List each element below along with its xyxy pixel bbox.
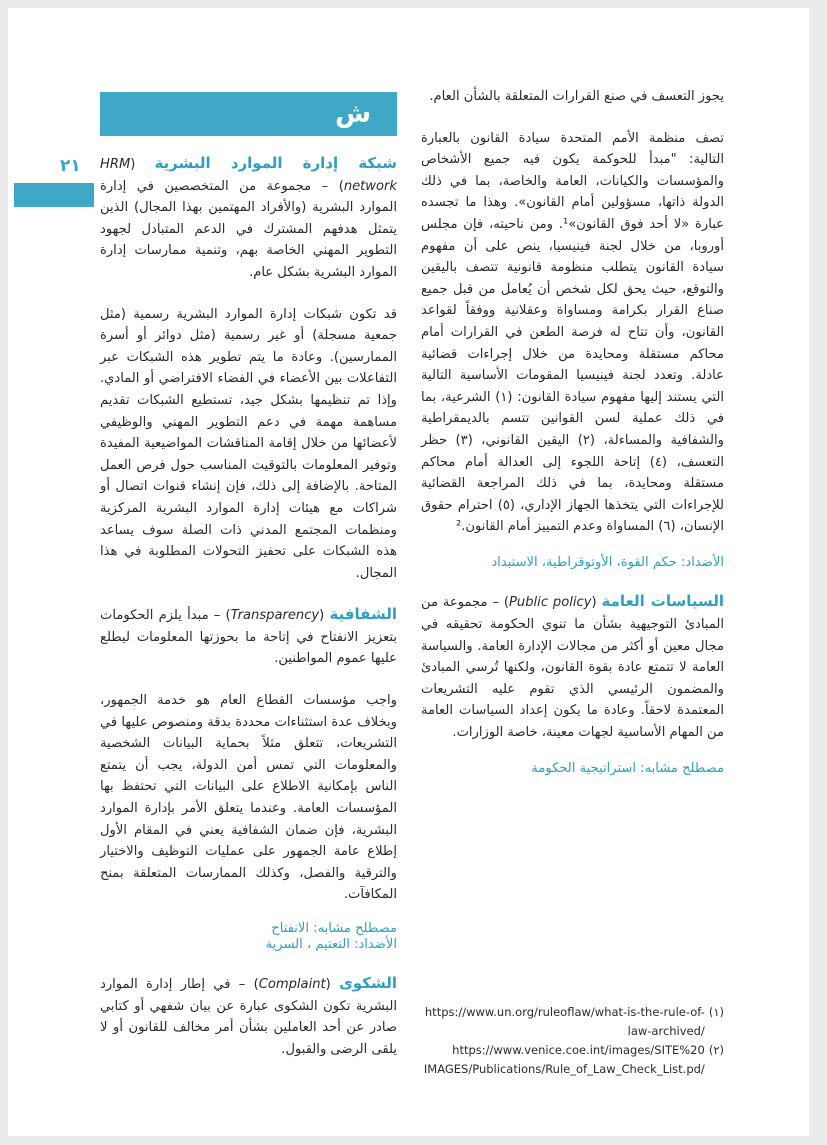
term-english: Transparency: [230, 608, 320, 624]
entry-public-policy: السياسات العامة (Public policy) – مجموعة من المبادئ التوجيهية بشأن ما تنوي الحكومة تحقيقه في مجال معين أو أكثر من مجالات الإدارة العامة. والسياسة العامة لا تتمتع عادة بقوة القانون، ولكنها تُرسي المبادئ والمضمون الرئيسي الذي تقوم عليه التشريعات المعتمدة لاحقاً. وعادة ما يكون إعداد السياسات العامة من المهام الأساسية لجهات معينة، خاصة الوزارات.: [421, 592, 724, 741]
entry-transparency: الشفافية (Transparency) – مبدأ يلزم الحكومات بتعزيز الانفتاح في إتاحة ما بحوزتها المعلومات ليطلع عليها عموم المواطنين.: [100, 605, 397, 667]
section-letter-header: [100, 92, 397, 136]
document-page: [8, 8, 809, 1136]
term-definition: – مجموعة من المبادئ التوجيهية بشأن ما تنوي الحكومة تحقيقه في مجال معين أو أكثر من مجالات الإدارة العامة. والسياسة العامة لا تتمتع عادة بقوة القانون، ولكنها تُرسي المبادئ والمضمون الرئيسي الذي تقوم عليه التشريعات المعتمدة لاحقاً. وعادة ما يكون إعداد السياسات العامة من المهام الأساسية لجهات معينة، خاصة الوزارات.: [421, 595, 724, 741]
footnote-number: (١): [708, 1005, 724, 1019]
footnotes: [421, 1003, 724, 1079]
term-english: Public policy: [509, 595, 592, 611]
right-column: [421, 86, 724, 797]
term-english: HRM network: [100, 157, 397, 194]
footnote: [421, 1041, 724, 1079]
term-heading: الشفافية: [329, 605, 397, 624]
paragraph-hrm-detail: قد تكون شبكات إدارة الموارد البشرية رسمية (مثل جمعية مسجلة) أو غير رسمية (مثل دوائر أو أسرة الممارسين). وعادة ما يتم تطوير هذه الشبكات عبر التفاعلات بين الأعضاء في الفضاء الافتراضي أو المادي. وإذا تم تنظيمها بشكل جيد، تستطيع الشبكات تقديم مساهمة مهمة في دعم التطوير المهني والوظيفي لأعضائها من خلال إقامة المناقشات المواضيعية المفيدة وتوفير المعلومات بالتوقيت المناسب حول فرص العمل المتاحة. بالإضافة إلى ذلك، فإن إنشاء قنوات اتصال أو شراكات مع هيئات إدارة الموارد البشرية المركزية ومنظمات المجتمع المدني ذات الصلة سوف يساعد هذه الشبكات على تحفيز التحولات المطلوبة في هذا المجال.: [100, 306, 397, 581]
paragraph-transparency-detail: واجب مؤسسات القطاع العام هو خدمة الجمهور، وبخلاف عدة استثناءات محددة بدقة ومنصوص عليها في التشريعات، تتعلق مثلاً بحماية البيانات الشخصية والمعلومات التي تمس أمن الدولة، يجب أن يتمتع الناس بإمكانية الاطلاع على البيانات التي تحتفظ بها المؤسسات العامة. وعندما يتعلق الأمر بإدارة الموارد البشرية، فإن ضمان الشفافية يعني في المقام الأول إطلاع عامة الجمهور على عمليات التوظيف والاختيار والترقية والفصل، وكذلك الممارسات المتعلقة بمنح المكافآت.: [100, 693, 397, 903]
footnote: [421, 1003, 724, 1041]
term-definition: – في إطار إدارة الموارد البشرية تكون الشكوى عبارة عن بيان شفهي أو كتابي صادر عن أحد العاملين بشأن أمر مخالف للقانون أو لا يلقى الرضى والقبول.: [100, 977, 397, 1057]
similar-term: مصطلح مشابه: الانفتاح: [271, 921, 397, 936]
left-column: [100, 153, 397, 1081]
footnote-url[interactable]: https://www.venice.coe.int/images/SITE%20 IMAGES/Publications/Rule_of_Law_Check_List.pd/: [423, 1043, 705, 1076]
term-heading: شبكة إدارة الموارد البشرية: [154, 154, 397, 172]
footnote-number: (٢): [708, 1043, 724, 1057]
entry-complaint: الشكوى (Complaint) – في إطار إدارة الموارد البشرية تكون الشكوى عبارة عن بيان شفهي أو كتابي صادر عن أحد العاملين بشأن أمر مخالف للقانون أو لا يلقى الرضى والقبول.: [100, 974, 397, 1057]
term-heading: السياسات العامة: [601, 592, 724, 611]
term-english: Complaint: [258, 977, 326, 993]
term-definition: – مبدأ يلزم الحكومات بتعزيز الانفتاح في إتاحة ما بحوزتها المعلومات ليطلع عليها عموم المواطنين.: [100, 608, 397, 667]
antonyms-transparency: الأضداد: التعتيم ، السرية: [265, 936, 397, 952]
paragraph-rule-of-law: تصف منظمة الأمم المتحدة سيادة القانون بالعبارة التالية: "مبدأ للحوكمة يكون فيه جميع الأشخاص والمؤسسات والكيانات، العامة والخاصة، بما في ذلك الدولة ذاتها، مسؤولين أمام القانون». وهذا ما تجسده عبارة «لا أحد فوق القانون»¹. ومن ناحيته، فإن مجلس أوروبا، من خلال لجنة فينيسيا، ينص على أن مفهوم سيادة القانون يتطلب منظومة قانونية تتصف باليقين والتوقع، حيث يحق لكل شخص أن يُعامل من قبل جميع صناع القرار بكرامة ومساواة وعقلانية ووفقاً لقواعد القانون، وأن تتاح له فرصة الطعن في القرارات أمام محاكم مستقلة ومحايدة من خلال إجراءات قضائية عادلة. وتعدد لجنة فينيسيا المقومات الأساسية التالية التي يستند إليها مفهوم سيادة القانون: (١) الشرعية، بما في ذلك عملية لسن القوانين تتسم بالديمقراطية والشفافية والمساءلة، (٢) اليقين القانوني، (٣) حظر التعسف، (٤) إتاحة اللجوء إلى العدالة أمام محاكم مستقلة ومحايدة، بما في ذلك المراجعة القضائية للإجراءات التي يتخذها الجهاز الإداري، (٥) احترام حقوق الإنسان، (٦) المساواة وعدم التمييز أمام القانون.²: [421, 130, 725, 535]
page-number-bar: [14, 183, 94, 207]
paragraph-intro-end: يجوز التعسف في صنع القرارات المتعلقة بالشأن العام.: [429, 89, 724, 104]
antonyms-rule-of-law: الأضداد: حكم القوة، الأوتوقراطية، الاستبداد: [491, 554, 724, 570]
page-number: ٢١: [60, 156, 81, 176]
similar-term: مصطلح مشابه: استراتيجية الحكومة: [531, 760, 724, 776]
footnote-url[interactable]: https://www.un.org/ruleoflaw/what-is-the-rule-of-law-archived/: [424, 1005, 705, 1038]
term-heading: الشكوى: [339, 974, 397, 993]
section-letter: ش: [335, 99, 371, 129]
entry-hrm-network: شبكة إدارة الموارد البشرية (HRM network) – مجموعة من المتخصصين في إدارة الموارد البشرية (والأفراد المهتمين بهذا المجال) الذين يتمثل هدفهم المشترك في الدعم المتبادل لجهود التطوير المهني الخاصة بهم، وتنمية ممارسات إدارة الموارد البشرية بشكل عام.: [100, 154, 397, 280]
term-definition: – مجموعة من المتخصصين في إدارة الموارد البشرية (والأفراد المهتمين بهذا المجال) الذين يتمثل هدفهم المشترك في الدعم المتبادل لجهود التطوير المهني الخاصة بهم، وتنمية ممارسات إدارة الموارد البشرية بشكل عام.: [100, 178, 397, 280]
